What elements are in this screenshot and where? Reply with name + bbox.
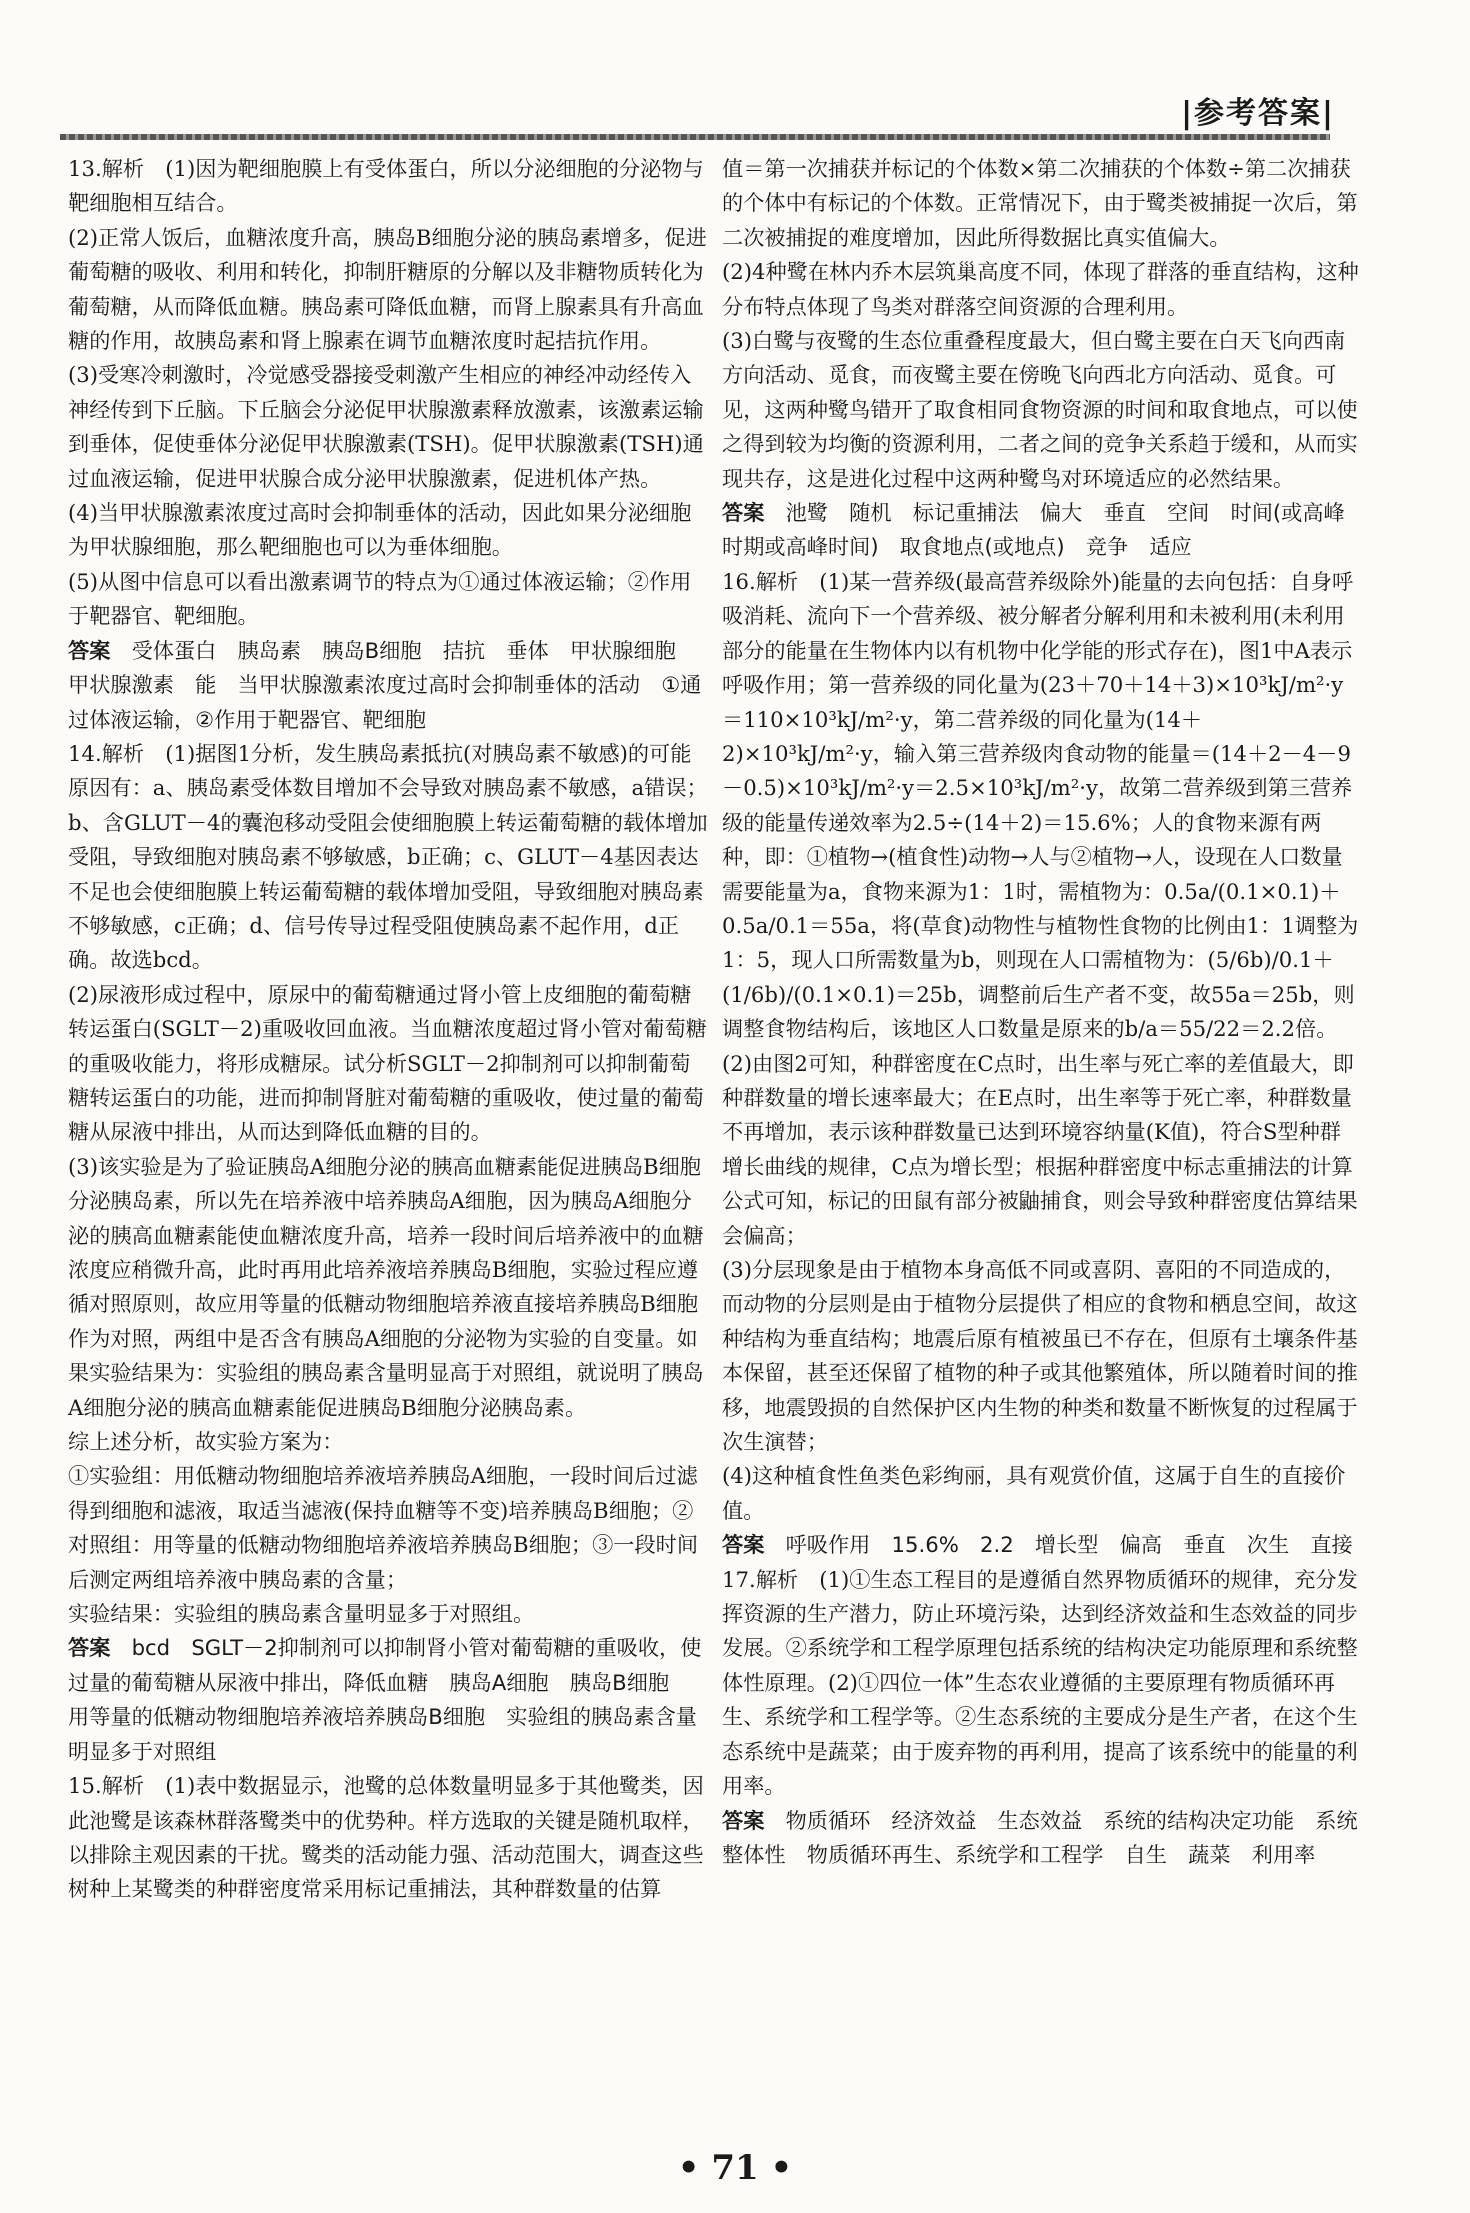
explanation-paragraph bbox=[68, 221, 708, 359]
paragraph-text: (2)4种鹭在林内乔木层筑巢高度不同，体现了群落的垂直结构，这种分布特点体现了鸟类对群落空间资源的合理利用。 bbox=[722, 259, 1359, 319]
explanation-paragraph bbox=[68, 152, 708, 221]
explanation-paragraph bbox=[68, 565, 708, 634]
paragraph-text: (4)当甲状腺激素浓度过高时会抑制垂体的活动，因此如果分泌细胞为甲状腺细胞，那么靶细胞也可以为垂体细胞。 bbox=[68, 500, 692, 560]
answer-label: 答案 bbox=[68, 637, 132, 663]
answer-block bbox=[68, 634, 708, 737]
explanation-paragraph bbox=[722, 565, 1362, 1047]
analysis-label: 解析 bbox=[101, 156, 166, 181]
answer-text: 受体蛋白 胰岛素 胰岛B细胞 拮抗 垂体 甲状腺细胞 甲状腺激素 能 当甲状腺激素浓度过高时会抑制垂体的活动 ①通过体液运输，②作用于靶器官、靶细胞 bbox=[68, 637, 702, 732]
explanation-paragraph bbox=[722, 1563, 1362, 1804]
answer-text: 池鹭 随机 标记重捕法 偏大 垂直 空间 时间(或高峰时期或高峰时间) 取食地点(或地点) 竞争 适应 bbox=[722, 500, 1345, 560]
explanation-paragraph bbox=[68, 1150, 708, 1425]
answer-text: bcd SGLT－2抑制剂可以抑制肾小管对葡萄糖的重吸收，使过量的葡萄糖从尿液中排出，降低血糖 胰岛A细胞 胰岛B细胞 用等量的低糖动物细胞培养液培养胰岛B细胞 实验组的胰岛素含量明显多于对照组 bbox=[68, 1635, 702, 1764]
paragraph-text: (1)据图1分析，发生胰岛素抵抗(对胰岛素不敏感)的可能原因有：a、胰岛素受体数目增加不会导致对胰岛素不敏感，a错误；b、含GLUT－4的囊泡移动受阻会使细胞膜上转运葡萄糖的载体增加受阻，导致细胞对胰岛素不够敏感，b正确；c、GLUT－4基因表达不足也会使细胞膜上转运葡萄糖的载体增加受阻，导致细胞对胰岛素不够敏感，c正确；d、信号传导过程受阻使胰岛素不起作用，d正确。故选bcd。 bbox=[68, 740, 708, 973]
question-number: 15. bbox=[68, 1773, 102, 1799]
right-column bbox=[722, 152, 1362, 1872]
paragraph-text: (3)受寒冷刺激时，冷觉感受器接受刺激产生相应的神经冲动经传入神经传到下丘脑。下丘脑会分泌促甲状腺激素释放激素，该激素运输到垂体，促使垂体分泌促甲状腺激素(TSH)。促甲状腺激素(TSH)通过血液运输，促进甲状腺合成分泌甲状腺激素，促进机体产热。 bbox=[68, 362, 704, 491]
paragraph-text: 综上述分析，故实验方案为： bbox=[68, 1429, 344, 1455]
explanation-paragraph bbox=[68, 1425, 708, 1459]
answer-text: 呼吸作用 15.6% 2.2 增长型 偏高 垂直 次生 直接 bbox=[785, 1532, 1353, 1558]
question-number: 13. bbox=[68, 156, 102, 181]
paragraph-text: (2)尿液形成过程中，原尿中的葡萄糖通过肾小管上皮细胞的葡萄糖转运蛋白(SGLT－2)重吸收回血液。当血糖浓度超过肾小管对葡萄糖的重吸收能力，将形成糖尿。试分析SGLT－2抑制剂可以抑制葡萄糖转运蛋白的功能，进而抑制肾脏对葡萄糖的重吸收，使过量的葡萄糖从尿液中排出，从而达到降低血糖的目的。 bbox=[68, 981, 707, 1145]
explanation-paragraph bbox=[68, 358, 708, 496]
answer-block bbox=[722, 496, 1362, 565]
explanation-paragraph bbox=[68, 1597, 708, 1631]
analysis-label: 解析 bbox=[755, 1566, 820, 1592]
paragraph-text: (2)正常人饭后，血糖浓度升高，胰岛B细胞分泌的胰岛素增多，促进葡萄糖的吸收、利用和转化，抑制肝糖原的分解以及非糖物质转化为葡萄糖，从而降低血糖。胰岛素可降低血糖，而肾上腺素具有升高血糖的作用，故胰岛素和肾上腺素在调节血糖浓度时起拮抗作用。 bbox=[68, 224, 707, 354]
section-tag: |参考答案| bbox=[1181, 96, 1335, 131]
answer-block bbox=[68, 1631, 708, 1769]
answer-text: 物质循环 经济效益 生态效益 系统的结构决定功能 系统整体性 物质循环再生、系统学和工程学 自生 蔬菜 利用率 bbox=[722, 1807, 1358, 1867]
paragraph-text: 实验结果：实验组的胰岛素含量明显多于对照组。 bbox=[68, 1601, 535, 1627]
explanation-paragraph bbox=[68, 737, 708, 978]
question-number: 14. bbox=[68, 740, 102, 766]
explanation-paragraph bbox=[722, 324, 1362, 496]
explanation-paragraph bbox=[68, 1769, 708, 1907]
analysis-label: 解析 bbox=[101, 1773, 166, 1799]
explanation-paragraph bbox=[722, 255, 1362, 324]
answer-label: 答案 bbox=[722, 1807, 786, 1833]
question-number: 16. bbox=[722, 568, 756, 594]
page-number: • 71 • bbox=[677, 2148, 793, 2188]
paragraph-text: (3)该实验是为了验证胰岛A细胞分泌的胰高血糖素能促进胰岛B细胞分泌胰岛素，所以先在培养液中培养胰岛A细胞，因为胰岛A细胞分泌的胰高血糖素能使血糖浓度升高，培养一段时间后培养液中的血糖浓度应稍微升高，此时再用此培养液培养胰岛B细胞，实验过程应遵循对照原则，故应用等量的低糖动物细胞培养液直接培养胰岛B细胞作为对照，两组中是否含有胰岛A细胞的分泌物为实验的自变量。如果实验结果为：实验组的胰岛素含量明显高于对照组，就说明了胰岛A细胞分泌的胰高血糖素能促进胰岛B细胞分泌胰岛素。 bbox=[68, 1153, 704, 1420]
answer-label: 答案 bbox=[68, 1635, 132, 1661]
analysis-label: 解析 bbox=[101, 740, 166, 766]
explanation-paragraph bbox=[722, 1253, 1362, 1459]
answer-label: 答案 bbox=[722, 500, 786, 526]
answer-label: 答案 bbox=[722, 1532, 786, 1558]
question-number: 17. bbox=[722, 1566, 756, 1592]
answer-block bbox=[722, 1528, 1362, 1562]
paragraph-text: ①实验组：用低糖动物细胞培养液培养胰岛A细胞，一段时间后过滤得到细胞和滤液，取适当滤液(保持血糖等不变)培养胰岛B细胞；②对照组：用等量的低糖动物细胞培养液培养胰岛B细胞；③一段时间后测定两组培养液中胰岛素的含量； bbox=[68, 1463, 699, 1592]
paragraph-text: (1)①生态工程目的是遵循自然界物质循环的规律，充分发挥资源的生产潜力，防止环境污染，达到经济效益和生态效益的同步发展。②系统学和工程学原理包括系统的结构决定功能原理和系统整体性原理。(2)①四位一体”生态农业遵循的主要原理有物质循环再生、系统学和工程学等。②生态系统的主要成分是生产者，在这个生态系统中是蔬菜；由于废弃物的再利用，提高了该系统中的能量的利用率。 bbox=[722, 1566, 1358, 1799]
answer-block bbox=[722, 1804, 1362, 1873]
explanation-paragraph bbox=[722, 1459, 1362, 1528]
paragraph-text: (1)表中数据显示，池鹭的总体数量明显多于其他鹭类，因此池鹭是该森林群落鹭类中的优势种。样方选取的关键是随机取样，以排除主观因素的干扰。鹭类的活动能力强、活动范围大，调查这些树种上某鹭类的种群密度常采用标记重捕法，其种群数量的估算 bbox=[68, 1773, 704, 1902]
paragraph-text: 值＝第一次捕获并标记的个体数×第二次捕获的个体数÷第二次捕获的个体中有标记的个体数。正常情况下，由于鹭类被捕捉一次后，第二次被捕捉的难度增加，因此所得数据比真实值偏大。 bbox=[722, 156, 1358, 250]
paragraph-text: (1)某一营养级(最高营养级除外)能量的去向包括：自身呼吸消耗、流向下一个营养级、被分解者分解利用和未被利用(未利用部分的能量在生物体内以有机物中化学能的形式存在)，图1中A表示呼吸作用；第一营养级的同化量为(23＋70＋14＋3)×10³kJ/m²·y＝110×10³kJ/m²·y，第二营养级的同化量为(14＋2)×10³kJ/m²·y，输入第三营养级肉食动物的能量＝(14＋2－4－9－0.5)×10³kJ/m²·y＝2.5×10³kJ/m²·y，故第二营养级到第三营养级的能量传递效率为2.5÷(14＋2)＝15.6%；人的食物来源有两种，即：①植物→(植食性)动物→人与②植物→人，设现在人口数量需要能量为a，食物来源为1：1时，需植物为：0.5a/(0.1×0.1)＋0.5a/0.1＝55a，将(草食)动物性与植物性食物的比例由1：1调整为1：5，现人口所需数量为b，则现在人口需植物为：(5/6b)/0.1＋(1/6b)/(0.1×0.1)＝25b，调整前后生产者不变，故55a＝25b，则调整食物结构后，该地区人口数量是原来的b/a＝55/22＝2.2倍。 bbox=[722, 568, 1359, 1042]
explanation-paragraph bbox=[68, 496, 708, 565]
paragraph-text: (3)分层现象是由于植物本身高低不同或喜阴、喜阳的不同造成的，而动物的分层则是由于植物分层提供了相应的食物和栖息空间，故这种结构为垂直结构；地震后原有植被虽已不存在，但原有土壤条件基本保留，甚至还保留了植物的种子或其他繁殖体，所以随着时间的推移，地震毁损的自然保护区内生物的种类和数量不断恢复的过程属于次生演替； bbox=[722, 1257, 1358, 1455]
paragraph-text: (3)白鹭与夜鹭的生态位重叠程度最大，但白鹭主要在白天飞向西南方向活动、觅食，而夜鹭主要在傍晚飞向西北方向活动、觅食。可见，这两种鹭鸟错开了取食相同食物资源的时间和取食地点，可以使之得到较为均衡的资源利用，二者之间的竞争关系趋于缓和，从而实现共存，这是进化过程中这两种鹭鸟对环境适应的必然结果。 bbox=[722, 328, 1358, 491]
paragraph-text: (4)这种植食性鱼类色彩绚丽，具有观赏价值，这属于自生的直接价值。 bbox=[722, 1463, 1346, 1523]
analysis-label: 解析 bbox=[755, 568, 820, 594]
paragraph-text: (2)由图2可知，种群密度在C点时，出生率与死亡率的差值最大，即种群数量的增长速率最大；在E点时，出生率等于死亡率，种群数量不再增加，表示该种群数量已达到环境容纳量(K值)，符合S型种群增长曲线的规律，C点为增长型；根据种群密度中标志重捕法的计算公式可知，标记的田鼠有部分被鼬捕食，则会导致种群密度估算结果会偏高； bbox=[722, 1050, 1358, 1248]
explanation-paragraph bbox=[68, 978, 708, 1150]
paragraph-text: (1)因为靶细胞膜上有受体蛋白，所以分泌细胞的分泌物与靶细胞相互结合。 bbox=[68, 156, 704, 216]
explanation-paragraph bbox=[68, 1459, 708, 1597]
header-rule bbox=[60, 134, 1330, 140]
paragraph-text: (5)从图中信息可以看出激素调节的特点为①通过体液运输；②作用于靶器官、靶细胞。 bbox=[68, 568, 692, 629]
explanation-paragraph bbox=[722, 1047, 1362, 1253]
page-header bbox=[0, 0, 1470, 140]
left-column bbox=[68, 152, 708, 1907]
explanation-paragraph bbox=[722, 152, 1362, 255]
